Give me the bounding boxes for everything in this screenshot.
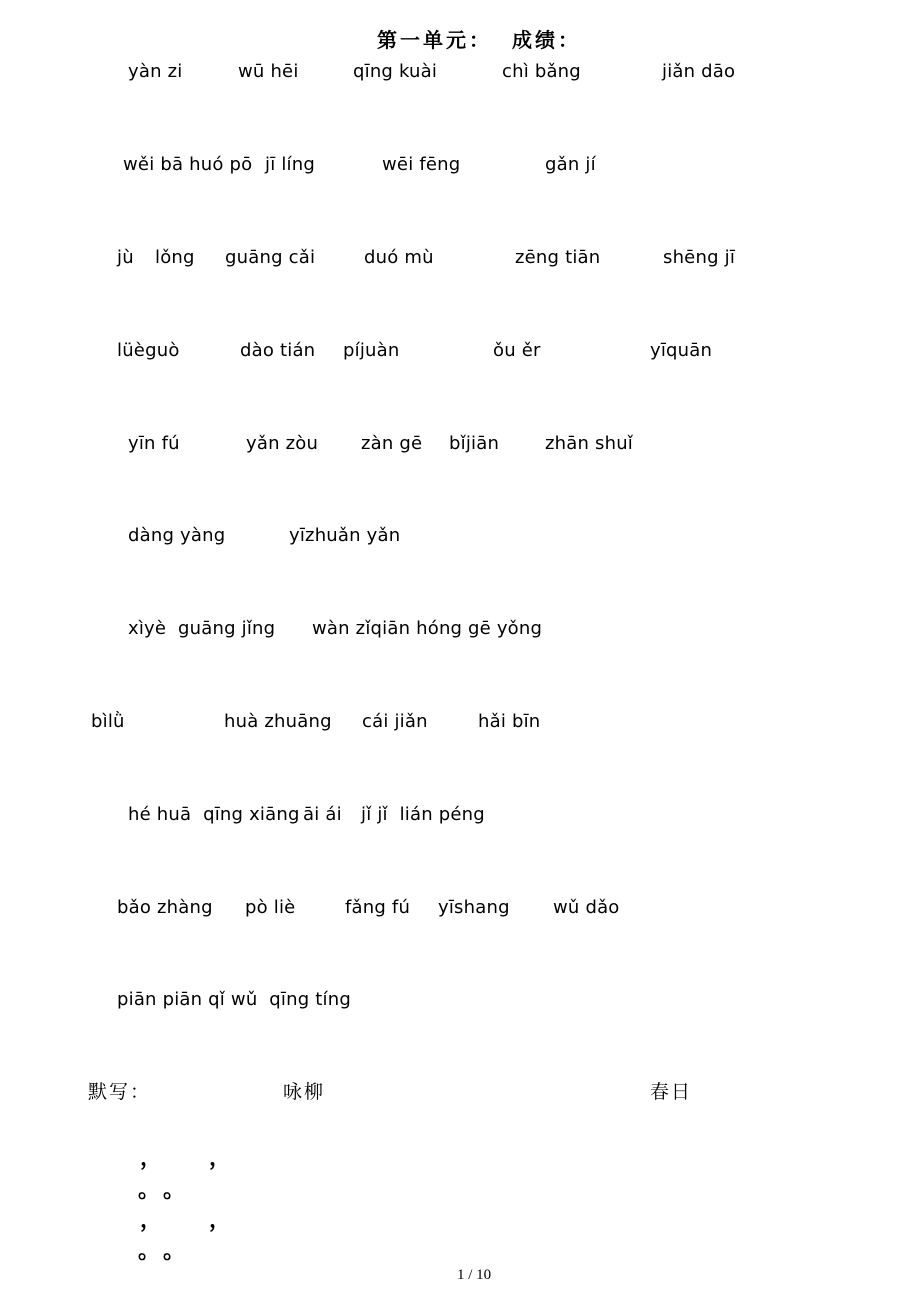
- poem-title: 咏柳: [283, 1081, 326, 1103]
- pinyin-word: zhān shuǐ: [545, 433, 634, 454]
- pinyin-word: chì bǎng: [502, 61, 581, 82]
- pinyin-word: dàng yàng: [128, 525, 226, 546]
- pinyin-word: hé huā qīng xiāng: [128, 804, 300, 825]
- pinyin-word: gǎn jí: [545, 154, 596, 175]
- punctuation-mark: ，: [209, 1146, 232, 1171]
- pinyin-word: yīshang: [438, 897, 510, 918]
- pinyin-word: bìlǜ: [91, 711, 125, 732]
- pinyin-word: dào tián: [240, 340, 316, 361]
- page-number: 1 / 10: [457, 1267, 492, 1283]
- pinyin-word: āi ái: [303, 804, 342, 825]
- score-label: 成绩：: [512, 28, 581, 52]
- poem-title: 春日: [650, 1081, 693, 1103]
- pinyin-word: jǐ jǐ lián péng: [361, 804, 485, 825]
- pinyin-word: jī líng: [265, 154, 315, 175]
- pinyin-word: bǐjiān: [449, 433, 500, 454]
- dictation-label: 默写：: [88, 1081, 152, 1103]
- pinyin-word: guāng cǎi: [225, 247, 316, 268]
- pinyin-word: lüèguò: [117, 340, 180, 361]
- pinyin-word: wàn zǐqiān hóng: [312, 618, 463, 639]
- punctuation-mark: ，: [140, 1146, 163, 1171]
- pinyin-word: ǒu ěr: [493, 340, 541, 361]
- pinyin-word: píjuàn: [343, 340, 400, 361]
- pinyin-word: pò liè: [245, 897, 296, 918]
- pinyin-word: yīzhuǎn yǎn: [289, 525, 401, 546]
- pinyin-word: jù: [117, 247, 134, 268]
- pinyin-word: zàn gē: [361, 433, 423, 454]
- pinyin-word: fǎng fú: [345, 897, 411, 918]
- pinyin-word: wǔ dǎo: [553, 897, 620, 918]
- pinyin-word: yīn fú: [128, 433, 180, 454]
- pinyin-word: piān piān qǐ wǔ qīng tíng: [117, 989, 351, 1010]
- punctuation-mark: 。: [138, 1178, 161, 1203]
- pinyin-word: wū hēi: [238, 61, 299, 82]
- punctuation-mark: ，: [140, 1208, 163, 1233]
- punctuation-mark: 。: [163, 1178, 186, 1203]
- pinyin-word: shēng jī: [663, 247, 736, 268]
- pinyin-word: bǎo zhàng: [117, 897, 213, 918]
- pinyin-word: yīquān: [650, 340, 713, 361]
- punctuation-mark: 。: [163, 1239, 186, 1264]
- unit-title: 第一单元：: [377, 28, 492, 52]
- pinyin-word: wěi bā huó pō: [123, 154, 253, 175]
- pinyin-word: wēi fēng: [382, 154, 461, 175]
- punctuation-mark: ，: [209, 1208, 232, 1233]
- pinyin-word: cái jiǎn: [362, 711, 428, 732]
- pinyin-word: gē yǒng: [468, 618, 543, 639]
- pinyin-word: hǎi bīn: [478, 711, 541, 732]
- pinyin-word: yǎn zòu: [246, 433, 319, 454]
- pinyin-word: duó mù: [364, 247, 434, 268]
- pinyin-word: huà zhuāng: [224, 711, 332, 732]
- pinyin-word: qīng kuài: [353, 61, 438, 82]
- punctuation-mark: 。: [138, 1239, 161, 1264]
- pinyin-word: zēng tiān: [515, 247, 601, 268]
- pinyin-word: yàn zi: [128, 61, 183, 82]
- pinyin-word: lǒng: [155, 247, 195, 268]
- pinyin-word: jiǎn dāo: [662, 61, 736, 82]
- pinyin-word: xìyè guāng jǐng: [128, 618, 276, 639]
